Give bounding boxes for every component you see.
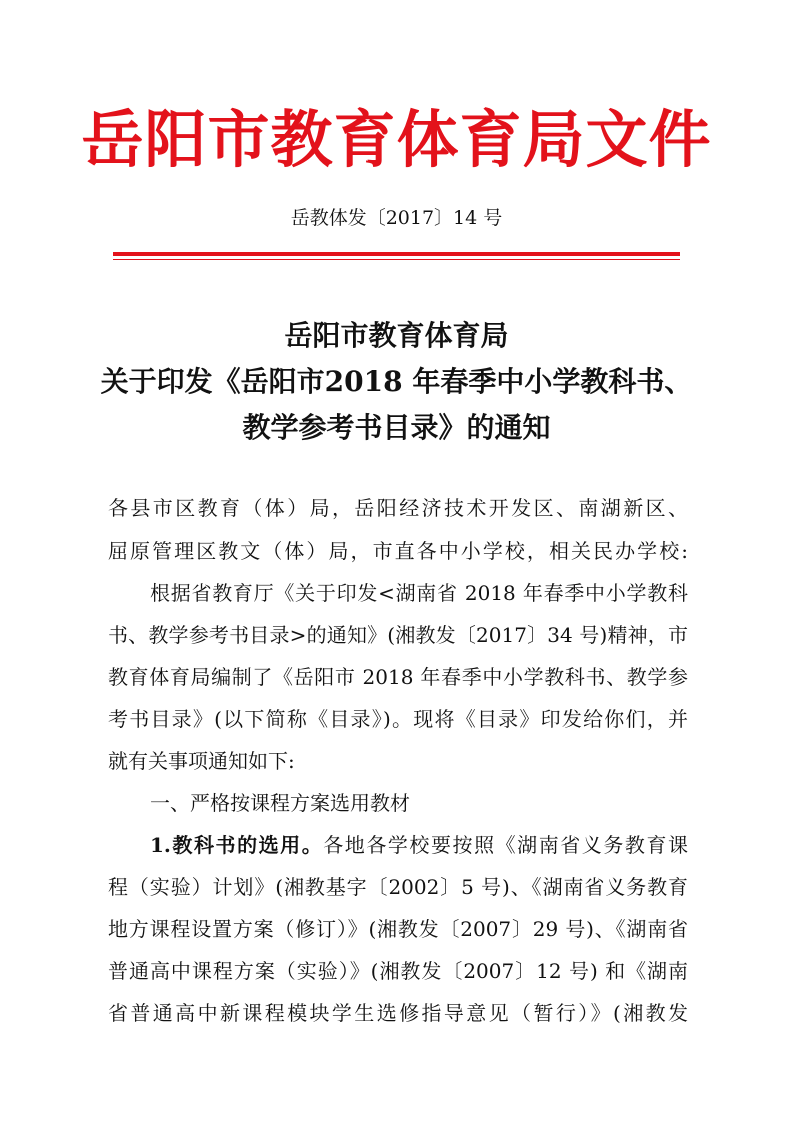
- issuing-agency-title: 岳阳市教育体育局文件: [81, 103, 712, 176]
- section-1-heading: 一、严格按课程方案选用教材: [150, 791, 410, 815]
- item-1-lead: 1.教科书的选用。: [150, 833, 324, 857]
- item-1-line-1: [150, 832, 688, 858]
- document-number: 岳教体发〔2017〕14 号: [290, 207, 503, 229]
- paragraph-1-line-4: 考书目录》(以下简称《目录》)。现将《目录》印发给你们，并: [108, 707, 688, 731]
- red-divider-thick: [113, 252, 680, 256]
- paragraph-1-line-3: 教育体育局编制了《岳阳市 2018 年春季中小学教科书、教学参: [108, 665, 688, 689]
- paragraph-1-line-1: 根据省教育厅《关于印发<湖南省 2018 年春季中小学教科: [150, 581, 688, 605]
- item-1-line-5: 省普通高中新课程模块学生选修指导意见（暂行）》(湘教发: [108, 1001, 688, 1025]
- addressee-line-2: 屈原管理区教文（体）局，市直各中小学校，相关民办学校:: [108, 539, 688, 563]
- notice-title-line-3: 教学参考书目录》的通知: [242, 411, 551, 444]
- paragraph-1-line-5: 就有关事项通知如下:: [108, 749, 295, 773]
- paragraph-1-line-2: 书、教学参考书目录>的通知》(湘教发〔2017〕34 号)精神，市: [108, 623, 688, 647]
- notice-title-line-2: 关于印发《岳阳市2018 年春季中小学教科书、: [100, 365, 693, 398]
- notice-title-line-1: 岳阳市教育体育局: [284, 319, 509, 352]
- item-1-line-2: 程（实验）计划》(湘教基字〔2002〕5 号)、《湖南省义务教育: [108, 875, 688, 899]
- addressee-line-1: 各县市区教育（体）局，岳阳经济技术开发区、南湖新区、: [108, 496, 688, 520]
- item-1-line-4: 普通高中课程方案（实验）》(湘教发〔2007〕12 号) 和《湖南: [108, 959, 688, 983]
- item-1-line-1-text: 各地各学校要按照《湖南省义务教育课: [323, 833, 688, 857]
- item-1-line-3: 地方课程设置方案（修订）》(湘教发〔2007〕29 号)、《湖南省: [108, 917, 688, 941]
- red-divider-thin: [113, 259, 680, 260]
